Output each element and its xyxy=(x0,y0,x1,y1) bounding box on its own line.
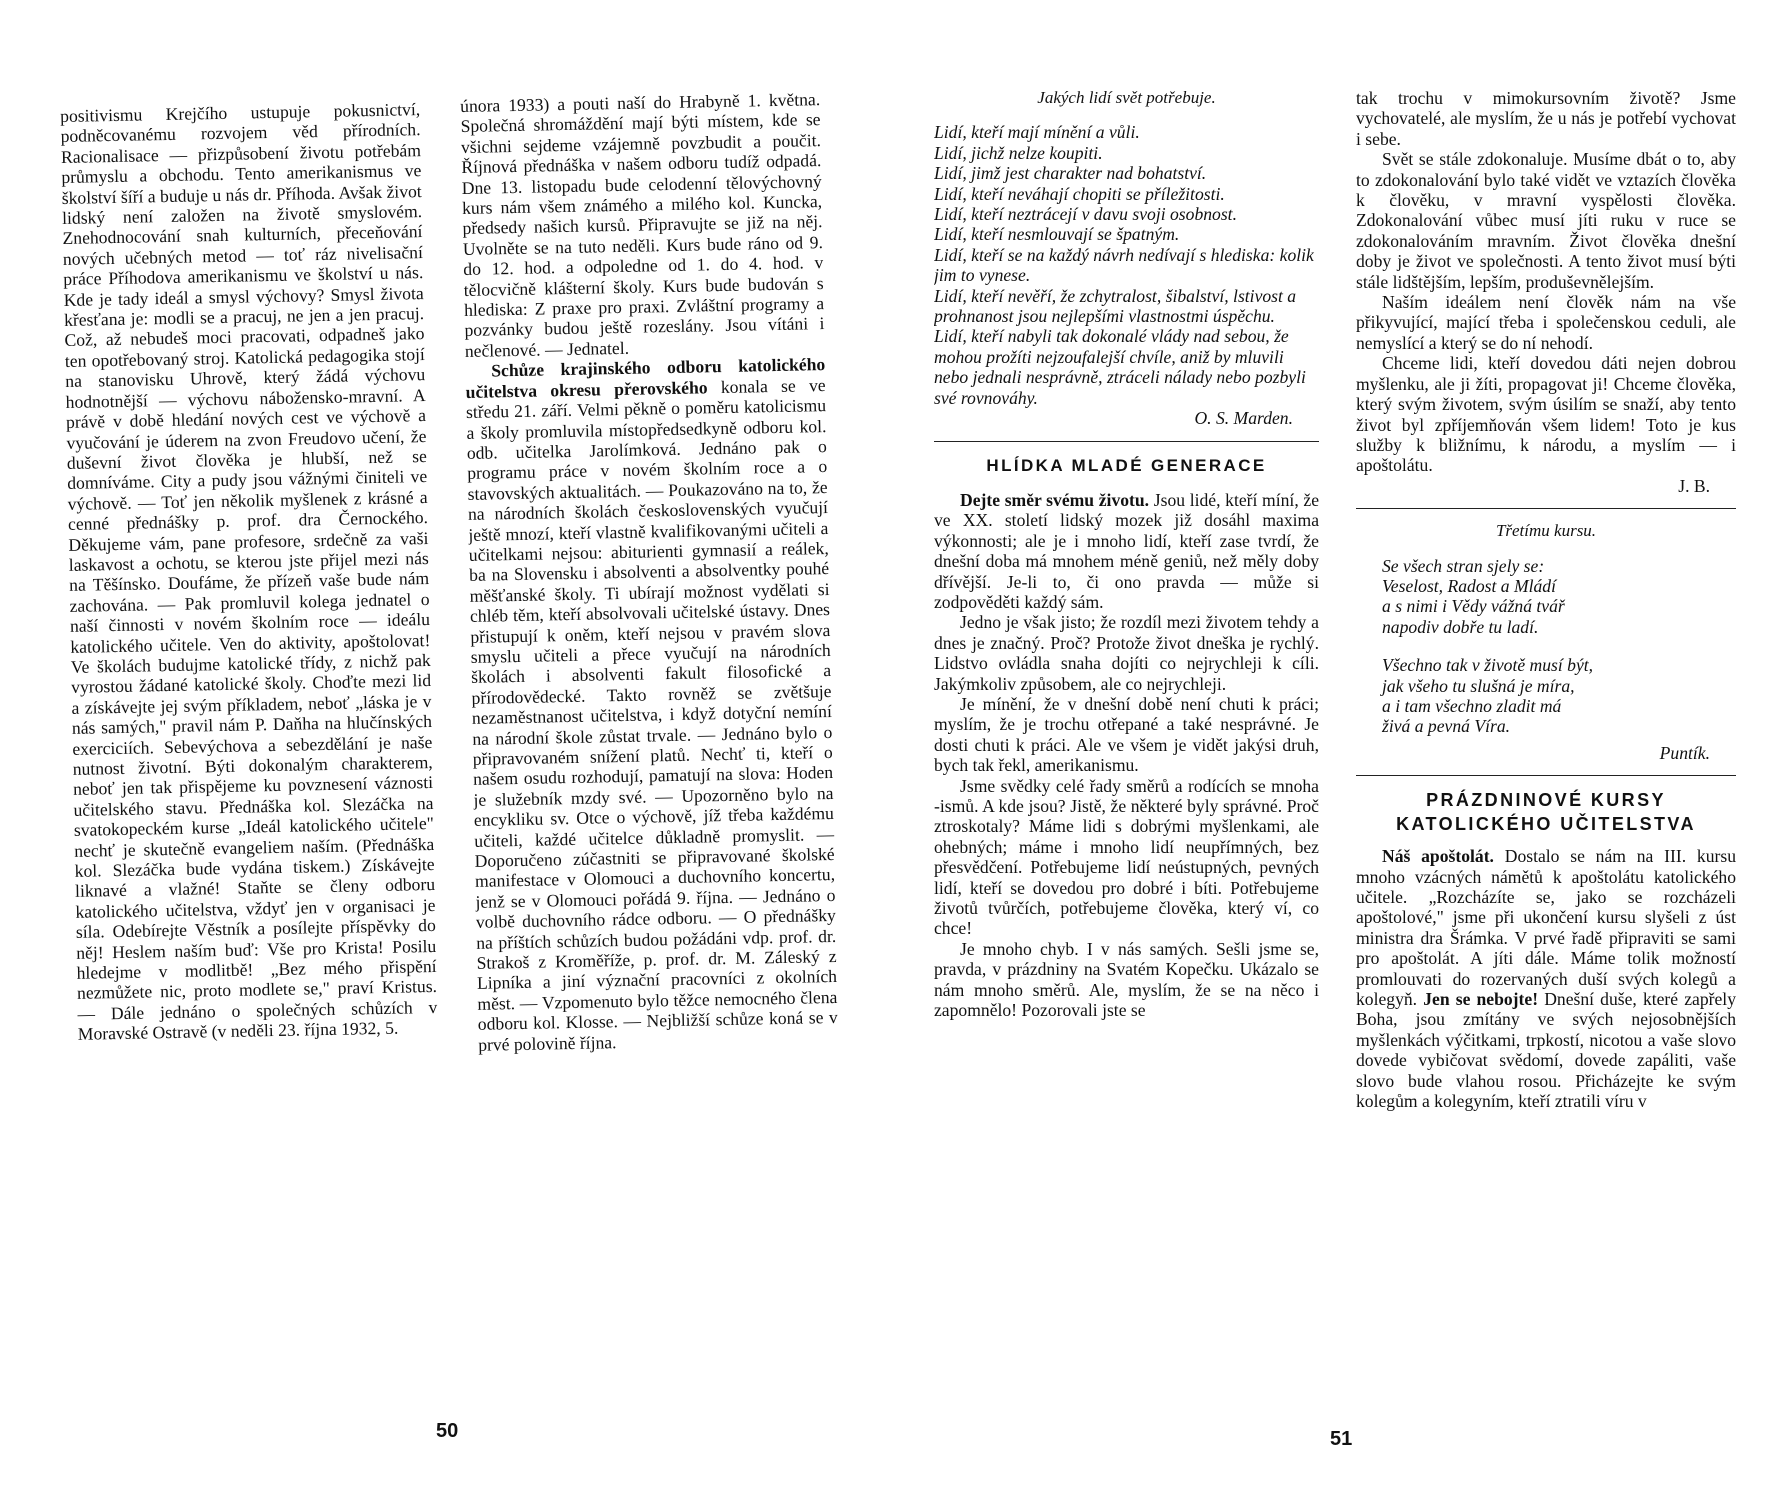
poem-line: živá a pevná Víra. xyxy=(1382,716,1511,737)
section-paragraph: Jsme svědky celé řady směrů a rodících se mnoha -ismů. A kde jsou? Jistě, že některé byly správné. Proč ztroskotaly? Máme lidi s dobrými myšlenkami, ale ohebných; máme i mnoho lidí neupřímných, bez přesvědčení. Potřebujeme lidí neústupných, pevných lidí, kteří se dovedou pro dobré i bíti. Potřebujeme životů tvůrčích, potřebujeme člověka, který ví, co chce! xyxy=(934,775,1319,939)
poem-line: Lidí, jichž nelze koupiti. xyxy=(934,142,1103,163)
section2-heading-line2: KATOLICKÉHO UČITELSTVA xyxy=(1396,814,1696,835)
section-paragraph: Svět se stále zdokonaluje. Musíme dbát o to, aby to zdokonalování bylo také vidět ve vztazích člověka k člověku, v mravní vyspělosti člověka. Zdokonalování vůbec musí jíti ruku v ruce se zdokonalováním mravním. Život člověka dnešní doby je život ve společnosti. A tento život musí býti stále lidštějším, lepším, produševnělejším. xyxy=(1356,149,1736,292)
poem-line: a s nimi i Vědy vážná tvář xyxy=(1382,596,1565,617)
poem2-author: Puntík. xyxy=(1659,742,1710,763)
poem-author: O. S. Marden. xyxy=(1194,408,1293,429)
article-continuation-2: února 1933) a pouti naší do Hrabyně 1. května. Společná shromáždění mají býti místem, kde se všichni sejdeme vzájemně povzbudit a poučit. Říjnová přednáška v našem odboru tudíž odpadá. Dne 13. listopadu bude celodenní tělovýchovný kurs nám všem známého a milého kol. Kuncka, předsedy našich kursů. Připravujte se již na něj. Uvolněte se na tuto neděli. Kurs bude ráno od 9. do 12. hod. a odpoledne od 1. do 4. hod. v tělocvičně klášterní školy. Kurs bude budován s hlediska: Z praxe pro praxi. Zvláštní programy a pozvánky budou ještě rozeslány. Jsou vítáni i nečlenové. — Jednatel. xyxy=(460,89,825,361)
poem-line: Se všech stran sjely se: xyxy=(1382,555,1545,576)
poem-line: Lidí, kteří neztrácejí v davu svoji osobnost. xyxy=(934,204,1237,225)
left-page-column-2 xyxy=(460,89,845,1416)
section-paragraph: Je mnoho chyb. I v nás samých. Sešli jsme se, pravda, v prázdniny na Svatém Kopečku. Ukázalo se nám mnoho směrů. Ale, myslím, že se na něco i zapomnělo! Pozorovali jste se xyxy=(934,938,1319,1021)
report-paragraph xyxy=(465,354,838,1055)
right-page-column-2 xyxy=(1356,88,1736,1418)
section-signature: J. B. xyxy=(1678,475,1710,496)
section-paragraph: tak trochu v mimokursovním životě? Jsme vychovatelé, ale myslím, že u nás je potřebí vychovat i sebe. xyxy=(1356,88,1736,149)
report-body: konala se ve středu 21. září. Velmi pěkně o poměru katolicismu a školy promluvila místopředsedkyně odboru kol. odb. učitelka Jarolímková. Jednáno pak o programu práce v novém školním roce a o stavovských aktualitách. — Poukazováno na to, že na národních školách československých vyučují ještě mnozí, kteří vlastně kvalifikovanými učiteli a učitelkami nejsou: abiturienti gymnasií a reálek, ba na Slovensku i absolventi a absolventky pouhé měšťanské školy. Ti ubírají možnost vydělati si chléb těm, kteří absolvovali učitelské ústavy. Dnes přistupují k oněm, kteří nejsou v pravém slova smyslu učiteli a přece vyučují na národních školách i absolventi fakult filosofické a přírodovědecké. Takto rovněž se zvětšuje nezaměstnanost učitelstva, i když dotyční nemíní na národní škole zůstat trvale. — Jednáno bylo o připravovaném snížení platů. Nechť ti, kteří o našem osudu rozhodují, pamatují na slova: Hoden je služebník mzdy své. — Upozorněno bylo na encykliku sv. Otce o výchově, jíž třeba každému učiteli, každé učitelce důkladně promyslit. — Doporučeno zúčastniti se připravované školské manifestace v Olomouci a duchovního koncertu, jenž se v Olomouci pořádá 9. října. — Jednáno o volbě duchovního rádce odboru. — O přednášky na příštích schůzích budou požádáni vdp. prof. dr. Strakoš z Kroměříže, p. prof. dr. M. Záleský z Lipníka a jiní význační pracovníci z okolních měst. — Vzpomenuto bylo těžce nemocného člena odboru kol. Klosse. — Nejbližší schůze koná se v prvé polovině října. xyxy=(465,374,838,1055)
section-heading: HLÍDKA MLADÉ GENERACE xyxy=(986,455,1267,475)
poem-line: Veselost, Radost a Mládí xyxy=(1382,575,1556,596)
right-page-column-1 xyxy=(934,88,1319,1418)
poem-line: Lidí, jimž jest charakter nad bohatství. xyxy=(934,163,1207,184)
section2-paragraph: Náš apoštolát. Dostalo se nám na III. kursu mnoho vzácných námětů k apoštolátu katolického učitele. „Rozcházíte se, jako se rozcházeli apoštolové," jsme při ukončení kursu slyšeli z úst ministra dra Šrámka. V prvé řadě připraviti se sami pro apoštolát. A jíti dále. Máme tolik možností promlouvati do rozervaných duší svých kolegů a kolegyň. Jen se nebojte! Dnešní duše, které zapřely Boha, jsou zmítány ve svých nejosobnějších myšlenkách výčitkami, trpkostí, nicotou a vaše slovo dovede vybičovat svědomí, dovede zapáliti, vaše slovo bude vlahou rosou. Přicházejte ke svým kolegům a kolegyním, kteří ztratili víru v xyxy=(1356,846,1736,1112)
poem2-stanza-1 xyxy=(1356,556,1736,638)
poem-line: jak všeho tu slušná je míra, xyxy=(1382,675,1575,696)
poem2-stanza-2 xyxy=(1356,655,1736,737)
section-paragraph: Dejte směr svému životu. Jsou lidé, kteří míní, že ve XX. století lidský mozek již dosáhl maxima výkonnosti; ale je i mnoho lidí, kteří zase tvrdí, že dnešní doba má mnohem méně geniů, než měly doby dřívější. Je-li to, či ono pravda — může si zodpověděti každý sám. xyxy=(934,489,1319,612)
section-paragraph: Naším ideálem není člověk nám na vše přikyvující, mající třeba i společenskou ceduli, ale nemyslící a který se do ní nehodí. xyxy=(1356,292,1736,353)
poem-line: Lidí, kteří nevěří, že zchytralost, šibalství, lstivost a prohnanost jsou nejlepšími vlastnostmi úspěchu. xyxy=(934,285,1297,327)
poem-line: Lidí, kteří nesmlouvají se špatným. xyxy=(934,224,1180,245)
poem-line: napodiv dobře tu ladí. xyxy=(1382,616,1539,637)
poem-line: Lidí, kteří nabyli tak dokonalé vlády nad sebou, že mohou prožíti nejzoufalejší chvíle, aniž by mluvili nebo jednali nesprávně, ztráceli nálady nebo pozbyli své rovnováhy. xyxy=(934,326,1306,408)
section-paragraph: Je mínění, že v dnešní době není chuti k práci; myslím, že je trochu otřepané a také nesprávné. Je dosti chuti k práci. Ale ve všem je vidět jakýsi druh, bych tak řekl, amerikanismu. xyxy=(934,693,1319,776)
report-heading: Schůze krajinského odboru katolického učitelstva okresu přerovského xyxy=(465,354,826,402)
article-continuation: positivismu Krejčího ustupuje pokusnictví, podněcovanému rozvojem věd přírodních. Racionalisace — přizpůsobení životu potřebám průmyslu a obchodu. Tento amerikanismus ve školství šíří a buduje u nás dr. Příhoda. Avšak život lidský není založen na životě smyslovém. Znehodnocování snah kulturních, přeceňování nových učebných metod — toť ráz nivelisační práce Příhodova amerikanismu ve školství u nás. Kde je tady ideál a smysl výchovy? Smysl života křesťana je: modli se a pracuj, ne jen a jen pracuj. Což, až nebudeš moci pracovati, odpadneš jako ten opotřebovaný stroj. Katolická pedagogika stojí na stanovisku Uhrově, který žádá výchovu hodnotnější — výchovu nábožensko-mravní. A právě v době hledání nových cest ve výchově a vyučování je úderem na zvon Freudovo učení, že duševní život člověka je hlubší, než se domníváme. City a pudy jsou vážnými činiteli ve výchově. — Toť jen několik myšlenek z krásné a cenné přednášky p. prof. dra Černockého. Děkujeme vám, pane profesore, srdečně za vaši laskavost a ochotu, se kterou jste přijel mezi nás na Těšínsko. Doufáme, že přízeň vaše bude nám zachována. — Pak promluvil kolega jednatel o naší činnosti v novém školním roce — ideálu katolického učitele. Ven do aktivity, apoštolovat! Ve školách budujme katolické třídy, z nichž pak vyrostou žádané katolické školy. Choďte mezi lid a získávejte jej svým příkladem, neboť „láska je v nás samých," pravil nám P. Daňha na hlučínských exerciciích. Sebevýchova a sebezdělání je naše nutnost životní. Býti dokonalým charakterem, neboť jen tak přispějeme ku povznesení váznosti učitelského stavu. Přednáška kol. Slezáčka na svatokopeckém kurse „Ideál katolického učitele" nechť je skutečně evangeliem naším. (Přednáška kol. Slezáčka bude vydána tiskem.) Získávejte liknavé a vlažné! Staňte se členy odboru katolického učitelstva, vždyť jen v organisaci je síla. Odebírejte Věstník a posílejte příspěvky do něj! Heslem naším buď: Vše pro Krista! Posilu hledejme v modlitbě! „Bez mého přispění nezmůžete nic, proto modlete se," praví Kristus. — Dále jednáno o společných schůzích v Moravské Ostravě (v neděli 23. října 1932, 5. xyxy=(60,99,438,1045)
page-number-left: 50 xyxy=(436,1420,459,1442)
section2-heading-line1: PRÁZDNINOVÉ KURSY xyxy=(1426,790,1666,811)
poem2-title: Třetímu kursu. xyxy=(1495,521,1597,541)
section2-lead: Náš apoštolát. xyxy=(1382,846,1494,867)
page-number-right: 51 xyxy=(1330,1428,1353,1450)
poem-line: Lidí, kteří se na každý návrh nedívají s hlediska: kolik jim to vynese. xyxy=(934,244,1314,286)
section2-heading xyxy=(1356,788,1736,836)
left-page-column-1 xyxy=(60,99,445,1416)
section-paragraph: Chceme lidi, kteří dovedou dáti nejen dobrou myšlenku, ale ji žíti, propagovat ji! Chceme člověka, který svým životem, svým úsilím se snaží, aby tento život byl zpříjemňován všem lidem! Toto je kus služby k bližnímu, k národu, a myslím — i apoštolátu. xyxy=(1356,353,1736,476)
divider xyxy=(934,441,1319,442)
poem-line: a i tam všechno zladit má xyxy=(1382,695,1562,716)
poem-body xyxy=(934,122,1319,428)
divider xyxy=(1356,508,1736,509)
poem-line: Všechno tak v životě musí být, xyxy=(1382,655,1594,676)
section-lead: Dejte směr svému životu. xyxy=(960,489,1150,510)
poem-line: Lidí, kteří neváhají chopiti se příležitosti. xyxy=(934,183,1225,204)
poem-title: Jakých lidí svět potřebuje. xyxy=(1037,88,1216,107)
divider xyxy=(1356,775,1736,776)
section2-bold: Jen se nebojte! xyxy=(1417,989,1539,1010)
section-paragraph: Jedno je však jisto; že rozdíl mezi životem tehdy a dnes je značný. Proč? Protože život dneška je rychlý. Lidstvo ovládla snaha dojíti co nejrychleji k cíli. Jakýmkoliv způsobem, ale co nejrychleji. xyxy=(934,612,1319,694)
poem-line: Lidí, kteří mají mínění a vůli. xyxy=(934,122,1140,143)
